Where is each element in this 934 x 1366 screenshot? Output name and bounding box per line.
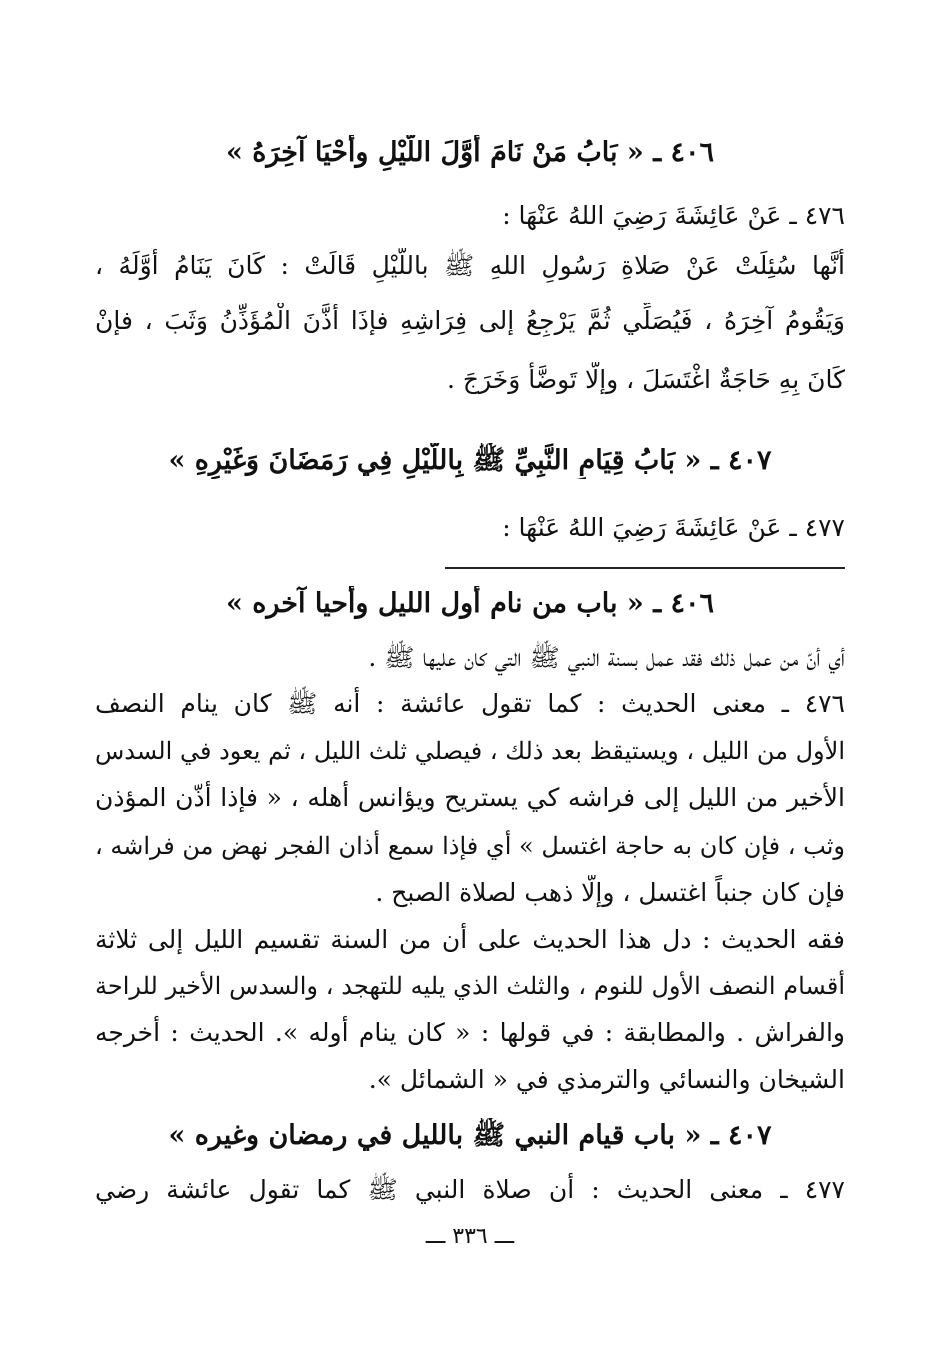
chapter-heading-407-text: ٤٠٧ ـ « بَابُ قِيَامِ النَّبِيِّ ﷺ بِاللَّيْلِ فِي رَمَضَانَ وَغَيْرِهِ »	[168, 445, 772, 476]
commentary-476-line-1: ٤٧٦ ـ معنى الحديث : كما تقول عائشة : أنه ﷺ كان ينام النصف	[95, 689, 845, 718]
hadith-476-line-1: أَنَّها سُئِلَتْ عَنْ صَلاةِ رَسُولِ اللهِ ﷺ باللَّيْلِ قَالَتْ : كَانَ يَنَامُ أَوَّلَهُ ،	[95, 251, 845, 280]
fiqh-line-3: والفراش . والمطابقة : في قولها : « كان ينام أوله ». الحديث : أخرجه	[95, 1018, 845, 1047]
fiqh-line-4: الشيخان والنسائي والترمذي في « الشمائل ».	[368, 1065, 845, 1094]
page	[95, 0, 845, 1366]
commentary-line-1: أي أنّ من عمل ذلك فقد عمل بسنة النبي ﷺ التي كان عليها ﷺ .	[368, 643, 845, 672]
hadith-476-intro: ٤٧٦ ـ عَنْ عَائِشَةَ رَضِيَ اللهُ عَنْهَا :	[502, 201, 845, 230]
page-number: ـــ ٣٣٦ ـــ	[425, 1224, 515, 1249]
footnote-separator	[445, 567, 845, 569]
commentary-heading-406: ٤٠٦ ـ « باب من نام أول الليل وأحيا آخره »	[225, 588, 715, 619]
chapter-heading-406-text: ٤٠٦ ـ « بَابُ مَنْ نَامَ أَوَّلَ اللَّيْلِ وأَحْيَا آخِرَهُ »	[225, 137, 715, 168]
fiqh-line-1: فقه الحديث : دل هذا الحديث على أن من السنة تقسيم الليل إلى ثلاثة	[95, 925, 845, 954]
commentary-476-line-4: وثب ، فإن كان به حاجة اغتسل » أي فإذا سمع أذان الفجر نهض من فراشه ،	[95, 832, 845, 860]
commentary-477-line-1: ٤٧٧ ـ معنى الحديث : أن صلاة النبي ﷺ كما تقول عائشة رضي	[95, 1175, 845, 1204]
hadith-477-intro: ٤٧٧ ـ عَنْ عَائِشَةَ رَضِيَ اللهُ عَنْهَا :	[502, 513, 845, 542]
hadith-476-line-3: كَانَ بِهِ حَاجَةٌ اغْتَسَلَ ، وإلّا تَوضَّأَ وَخَرَجَ .	[446, 365, 845, 394]
fiqh-line-2: أقسام النصف الأول للنوم ، والثلث الذي يليه للتهجد ، والسدس الأخير للراحة	[95, 972, 845, 1000]
commentary-476-line-5: فإن كان جنباً اغتسل ، وإلّا ذهب لصلاة الصبح .	[375, 878, 845, 907]
commentary-476-line-2: الأول من الليل ، ويستيقظ بعد ذلك ، فيصلي ثلث الليل ، ثم يعود في السدس	[95, 737, 845, 765]
hadith-476-line-2: وَيَقُومُ آخِرَهُ ، فَيُصَلِّي ثُمَّ يَرْجِعُ إلى فِرَاشِهِ فإذَا أَذَّنَ الْمُؤَذِّنُ وَثَبَ ، فإنْ	[95, 306, 845, 335]
commentary-heading-407: ٤٠٧ ـ « باب قيام النبي ﷺ بالليل في رمضان وغيره »	[168, 1120, 772, 1151]
commentary-476-line-3: الأخير من الليل إلى فراشه كي يستريح ويؤانس أهله ، « فإذا أذّن المؤذن	[95, 783, 845, 812]
